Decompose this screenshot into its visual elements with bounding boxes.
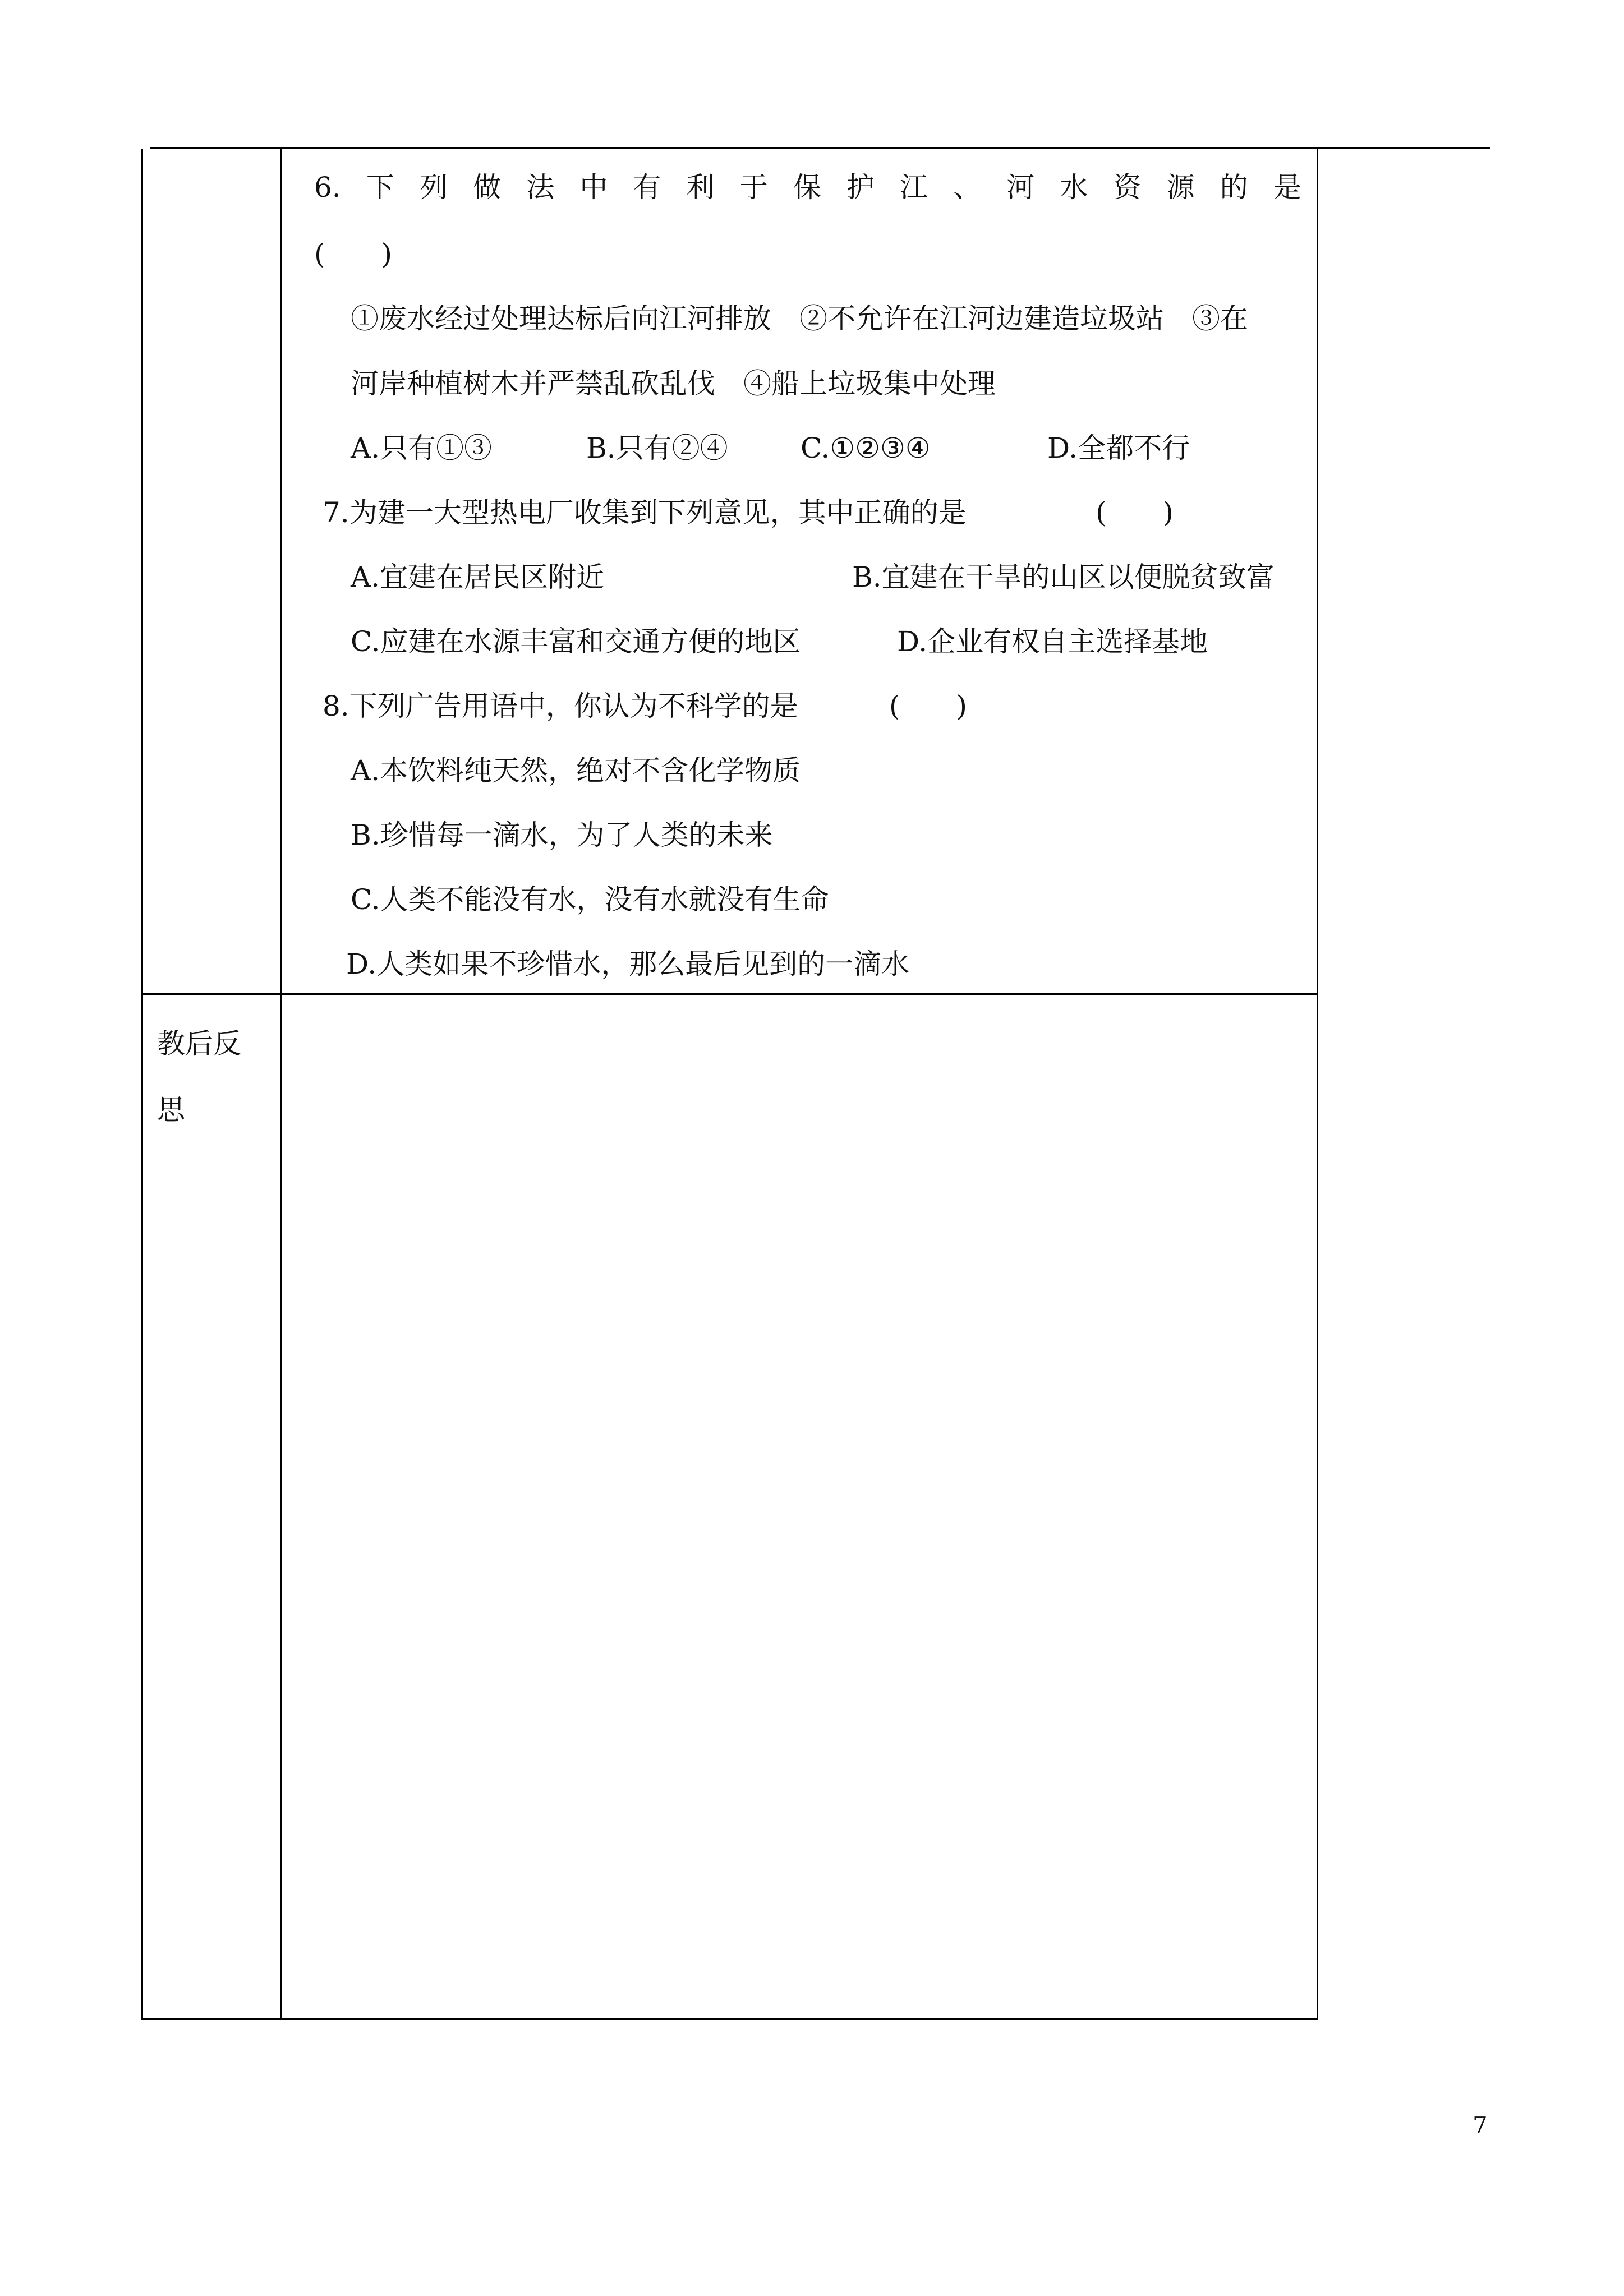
question-6-statements-line2: 河岸种植树木并严禁乱砍乱伐 ④船上垃圾集中处理 [351, 367, 996, 400]
exercise-cell [282, 149, 1318, 994]
question-6-option-c: C.①②③④ [801, 432, 931, 464]
question-8-option-b: B.珍惜每一滴水，为了人类的未来 [351, 819, 773, 851]
question-6-stem-char: 有 [633, 171, 661, 204]
question-8-option-d: D.人类如果不珍惜水，那么最后见到的一滴水 [346, 948, 910, 980]
reflection-label-cell [142, 994, 282, 2020]
question-6-stem-char: 河 [1006, 171, 1035, 204]
page-number: 7 [1473, 2111, 1488, 2139]
question-8-paren: ( ) [889, 690, 968, 722]
question-8-option-c: C.人类不能没有水，没有水就没有生命 [351, 883, 829, 916]
question-6-stem-char: 的 [1220, 171, 1248, 204]
question-6-stem-char: 江 [900, 171, 928, 204]
question-6-option-b: B.只有②④ [586, 432, 728, 464]
question-6-statements-line1: ①废水经过处理达标后向江河排放 ②不允许在江河边建造垃圾站 ③在 [351, 302, 1248, 335]
question-6-stem-char: 资 [1113, 171, 1142, 204]
question-6-stem-char: 是 [1273, 171, 1301, 204]
question-6-stem-char: 法 [526, 171, 555, 204]
question-6-stem-char: 护 [846, 171, 875, 204]
question-6-stem-char: 利 [686, 171, 715, 204]
question-6-option-a: A.只有①③ [351, 432, 493, 464]
question-6-stem-char: 保 [793, 171, 821, 204]
question-6-stem [314, 170, 1301, 204]
question-7-option-a: A.宜建在居民区附近 [351, 561, 605, 593]
question-6-stem-char: 下 [366, 171, 394, 204]
question-7-option-c: C.应建在水源丰富和交通方便的地区 [351, 625, 801, 658]
question-7-option-b: B.宜建在干旱的山区以便脱贫致富 [852, 561, 1275, 593]
question-7-paren: ( ) [1096, 496, 1174, 529]
question-6-number: 6. [314, 171, 341, 204]
lesson-table [141, 149, 1318, 2020]
question-6-stem-char: 于 [739, 171, 768, 204]
question-6-stem-char: 列 [419, 171, 448, 204]
question-6-stem-char: 源 [1166, 171, 1195, 204]
exercise-row [142, 149, 1318, 994]
question-6-stem-char: 中 [579, 171, 608, 204]
question-6-stem-char: 水 [1060, 171, 1088, 204]
question-6-paren: ( ) [314, 238, 393, 270]
question-6-stem-char: 、 [953, 171, 982, 204]
question-8-option-a: A.本饮料纯天然，绝对不含化学物质 [351, 754, 801, 787]
reflection-row [142, 994, 1318, 2020]
question-6-option-d: D.全都不行 [1047, 432, 1190, 464]
reflection-content-cell[interactable] [282, 994, 1318, 2020]
exercise-left-cell [142, 149, 282, 994]
question-8-stem: 8.下列广告用语中，你认为不科学的是 [323, 690, 798, 722]
reflection-label: 教后反思 [157, 1027, 241, 1126]
question-7-option-d: D.企业有权自主选择基地 [897, 625, 1208, 658]
question-6-stem-char: 做 [473, 171, 502, 204]
question-7-stem: 7.为建一大型热电厂收集到下列意见，其中正确的是 [323, 496, 967, 529]
